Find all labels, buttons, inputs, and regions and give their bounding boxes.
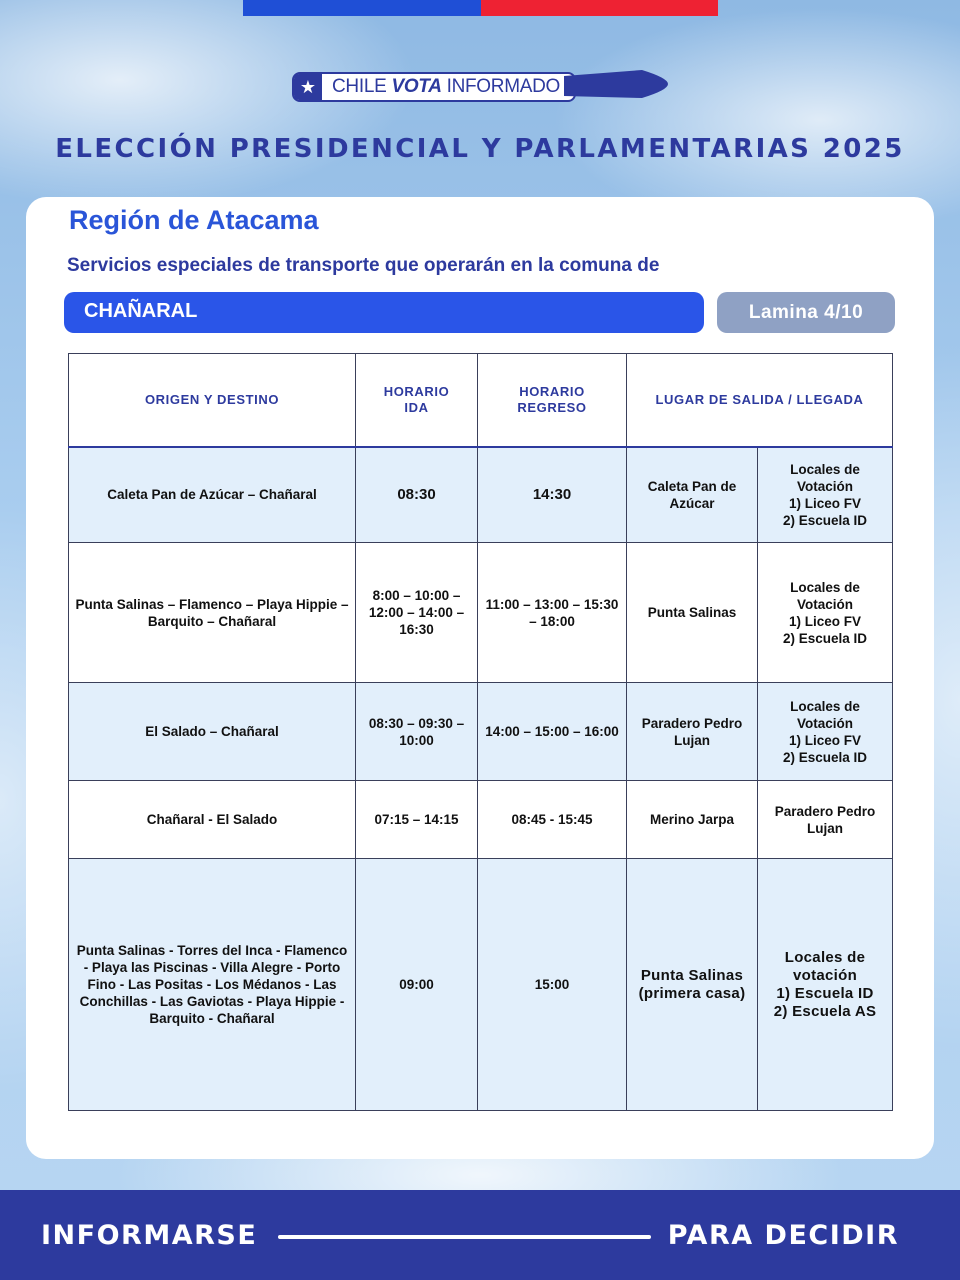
header-regreso: HORARIO REGRESO [478, 354, 627, 447]
footer-slogan-left: INFORMARSE [41, 1220, 258, 1251]
cell-ida: 08:30 – 09:30 – 10:00 [356, 683, 478, 781]
footer-band [0, 1190, 960, 1280]
subtitle: Servicios especiales de transporte que operarán en la comuna de [67, 255, 660, 276]
star-icon: ★ [294, 74, 322, 100]
cell-origen: Punta Salinas - Torres del Inca - Flamenco - Playa las Piscinas - Villa Alegre - Porto Fino - Las Positas - Los Médanos - Las Conchillas - Las Gaviotas - Playa Hippie - Barquito - Chañaral [69, 859, 356, 1111]
cell-ida: 07:15 – 14:15 [356, 781, 478, 859]
comuna-banner: CHAÑARAL [64, 292, 704, 333]
cell-origen: El Salado – Chañaral [69, 683, 356, 781]
cell-origen: Caleta Pan de Azúcar – Chañaral [69, 447, 356, 543]
logo-text-informado: INFORMADO [441, 76, 561, 97]
cell-ida: 08:30 [356, 447, 478, 543]
header-lugar: LUGAR DE SALIDA / LLEGADA [627, 354, 893, 447]
table-row [69, 683, 893, 781]
info-card [26, 197, 934, 1159]
chile-vota-informado-logo [292, 62, 670, 104]
cell-llegada: Paradero Pedro Lujan [758, 781, 893, 859]
table-row [69, 781, 893, 859]
cell-llegada: Locales de votación 1) Escuela ID 2) Escuela AS [758, 859, 893, 1111]
cell-regreso: 15:00 [478, 859, 627, 1111]
cell-llegada: Locales de Votación 1) Liceo FV 2) Escuela ID [758, 683, 893, 781]
cell-salida: Caleta Pan de Azúcar [627, 447, 758, 543]
cell-ida: 09:00 [356, 859, 478, 1111]
table-row [69, 543, 893, 683]
cell-origen: Chañaral - El Salado [69, 781, 356, 859]
flag-stripe-red [481, 0, 719, 16]
pen-icon [564, 62, 670, 104]
cell-salida: Merino Jarpa [627, 781, 758, 859]
footer-divider [278, 1235, 651, 1239]
logo-text-chile: CHILE [332, 76, 392, 97]
cell-regreso: 14:00 – 15:00 – 16:00 [478, 683, 627, 781]
cell-llegada: Locales de Votación 1) Liceo FV 2) Escuela ID [758, 447, 893, 543]
flag-stripe-blue [243, 0, 481, 16]
page-title: ELECCIÓN PRESIDENCIAL Y PARLAMENTARIAS 2025 [55, 134, 905, 164]
header-origen: ORIGEN Y DESTINO [69, 354, 356, 447]
header-ida: HORARIO IDA [356, 354, 478, 447]
logo-text-vota: VOTA [391, 76, 442, 97]
cell-regreso: 08:45 - 15:45 [478, 781, 627, 859]
cell-llegada: Locales de Votación 1) Liceo FV 2) Escuela ID [758, 543, 893, 683]
cell-salida: Punta Salinas [627, 543, 758, 683]
footer-slogan-right: PARA DECIDIR [667, 1220, 899, 1251]
logo-pill [292, 72, 576, 102]
logo-text [322, 76, 560, 98]
lamina-badge: Lamina 4/10 [717, 292, 895, 333]
cell-regreso: 11:00 – 13:00 – 15:30 – 18:00 [478, 543, 627, 683]
transport-schedule-table [68, 353, 893, 1111]
cell-origen: Punta Salinas – Flamenco – Playa Hippie – Barquito – Chañaral [69, 543, 356, 683]
table-row [69, 859, 893, 1111]
flag-stripe [243, 0, 718, 16]
cell-salida: Paradero Pedro Lujan [627, 683, 758, 781]
cell-salida: Punta Salinas (primera casa) [627, 859, 758, 1111]
table-row [69, 447, 893, 543]
cell-regreso: 14:30 [478, 447, 627, 543]
table-header-row [69, 354, 893, 447]
cell-ida: 8:00 – 10:00 – 12:00 – 14:00 – 16:30 [356, 543, 478, 683]
region-title: Región de Atacama [69, 205, 319, 235]
